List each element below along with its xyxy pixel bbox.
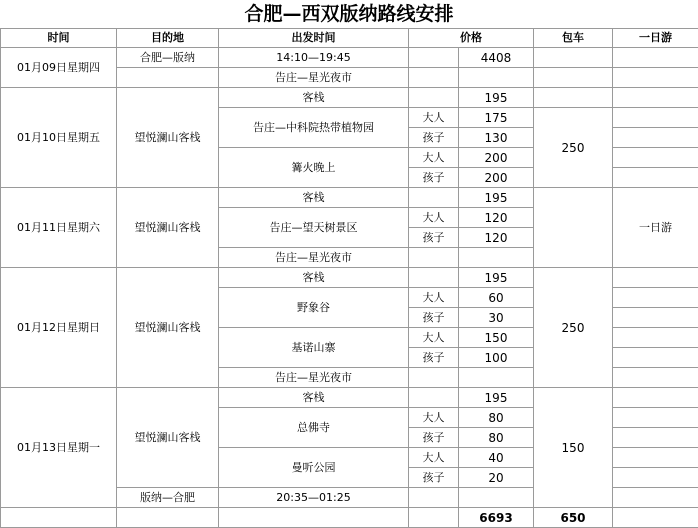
price-cell: 175 (459, 108, 534, 128)
empty-cell (409, 248, 459, 268)
inn-cell: 客栈 (219, 268, 409, 288)
spot-cell: 曼听公园 (219, 448, 409, 488)
total-car-cell: 650 (534, 508, 613, 528)
empty-cell (409, 48, 459, 68)
price-cell: 195 (459, 268, 534, 288)
empty-cell (409, 368, 459, 388)
inn-cell: 客栈 (219, 388, 409, 408)
price-cell: 60 (459, 288, 534, 308)
empty-cell (613, 108, 698, 128)
empty-cell (613, 268, 698, 288)
empty-cell (613, 428, 698, 448)
empty-cell (613, 448, 698, 468)
table-row (1, 188, 698, 208)
car-price-cell: 150 (534, 388, 613, 508)
empty-cell (459, 488, 534, 508)
spot-cell: 基诺山寨 (219, 328, 409, 368)
totals-row (1, 508, 698, 528)
header-departure: 出发时间 (219, 29, 409, 48)
price-cell: 150 (459, 328, 534, 348)
total-price-cell: 6693 (459, 508, 534, 528)
empty-cell (613, 468, 698, 488)
empty-cell (1, 508, 117, 528)
date-cell: 01月13日星期一 (1, 388, 117, 508)
price-cell: 30 (459, 308, 534, 328)
price-cell: 80 (459, 428, 534, 448)
empty-cell (409, 488, 459, 508)
empty-cell (613, 128, 698, 148)
empty-cell (613, 168, 698, 188)
header-day-trip: 一日游 (613, 29, 698, 48)
night-market-cell: 告庄—星光夜市 (219, 68, 409, 88)
empty-cell (613, 508, 698, 528)
table-row (1, 388, 698, 408)
destination-cell: 望悦澜山客栈 (117, 88, 219, 188)
adult-label: 大人 (409, 208, 459, 228)
price-cell: 195 (459, 88, 534, 108)
spot-cell: 篝火晚上 (219, 148, 409, 188)
child-label: 孩子 (409, 128, 459, 148)
price-cell: 120 (459, 208, 534, 228)
return-time-cell: 20:35—01:25 (219, 488, 409, 508)
header-destination: 目的地 (117, 29, 219, 48)
destination-cell: 望悦澜山客栈 (117, 188, 219, 268)
child-label: 孩子 (409, 348, 459, 368)
spot-cell: 告庄—中科院热带植物园 (219, 108, 409, 148)
empty-cell (534, 48, 613, 68)
empty-cell (409, 188, 459, 208)
empty-cell (534, 188, 613, 268)
day-trip-cell: 一日游 (613, 188, 698, 268)
empty-cell (613, 388, 698, 408)
destination-cell: 望悦澜山客栈 (117, 388, 219, 488)
date-cell: 01月09日星期四 (1, 48, 117, 88)
empty-cell (613, 488, 698, 508)
adult-label: 大人 (409, 408, 459, 428)
adult-label: 大人 (409, 288, 459, 308)
price-cell: 20 (459, 468, 534, 488)
empty-cell (409, 68, 459, 88)
price-cell: 200 (459, 168, 534, 188)
car-price-cell: 250 (534, 268, 613, 388)
table-row (1, 48, 698, 68)
price-cell: 100 (459, 348, 534, 368)
date-cell: 01月12日星期日 (1, 268, 117, 388)
night-market-cell: 告庄—星光夜市 (219, 248, 409, 268)
return-destination-cell: 版纳—合肥 (117, 488, 219, 508)
header-time: 时间 (1, 29, 117, 48)
empty-cell (613, 308, 698, 328)
empty-cell (117, 508, 219, 528)
empty-cell (534, 68, 613, 88)
empty-cell (613, 408, 698, 428)
destination-cell: 合肥—版纳 (117, 48, 219, 68)
empty-cell (613, 48, 698, 68)
price-cell: 120 (459, 228, 534, 248)
adult-label: 大人 (409, 148, 459, 168)
table-row (1, 268, 698, 288)
empty-cell (613, 88, 698, 108)
child-label: 孩子 (409, 428, 459, 448)
empty-cell (409, 268, 459, 288)
header-price: 价格 (409, 29, 534, 48)
departure-time-cell: 14:10—19:45 (219, 48, 409, 68)
inn-cell: 客栈 (219, 88, 409, 108)
empty-cell (459, 368, 534, 388)
table-row (1, 88, 698, 108)
sheet-title: 合肥—西双版纳路线安排 (0, 0, 698, 28)
empty-cell (613, 68, 698, 88)
price-cell: 200 (459, 148, 534, 168)
price-cell: 195 (459, 188, 534, 208)
empty-cell (613, 148, 698, 168)
price-cell: 195 (459, 388, 534, 408)
spot-cell: 野象谷 (219, 288, 409, 328)
inn-cell: 客栈 (219, 188, 409, 208)
empty-cell (459, 248, 534, 268)
adult-label: 大人 (409, 108, 459, 128)
empty-cell (534, 88, 613, 108)
header-car: 包车 (534, 29, 613, 48)
child-label: 孩子 (409, 228, 459, 248)
date-cell: 01月11日星期六 (1, 188, 117, 268)
empty-cell (219, 508, 409, 528)
empty-cell (409, 88, 459, 108)
empty-cell (613, 288, 698, 308)
spot-cell: 告庄—望天树景区 (219, 208, 409, 248)
itinerary-table (0, 28, 698, 528)
destination-cell: 望悦澜山客栈 (117, 268, 219, 388)
empty-cell (459, 68, 534, 88)
price-cell: 80 (459, 408, 534, 428)
empty-cell (117, 68, 219, 88)
empty-cell (409, 508, 459, 528)
empty-cell (613, 368, 698, 388)
empty-cell (613, 348, 698, 368)
child-label: 孩子 (409, 168, 459, 188)
spot-cell: 总佛寺 (219, 408, 409, 448)
empty-cell (409, 388, 459, 408)
header-row (1, 29, 698, 48)
car-price-cell: 250 (534, 108, 613, 188)
child-label: 孩子 (409, 468, 459, 488)
price-cell: 4408 (459, 48, 534, 68)
empty-cell (613, 328, 698, 348)
price-cell: 130 (459, 128, 534, 148)
date-cell: 01月10日星期五 (1, 88, 117, 188)
adult-label: 大人 (409, 448, 459, 468)
night-market-cell: 告庄—星光夜市 (219, 368, 409, 388)
price-cell: 40 (459, 448, 534, 468)
adult-label: 大人 (409, 328, 459, 348)
child-label: 孩子 (409, 308, 459, 328)
